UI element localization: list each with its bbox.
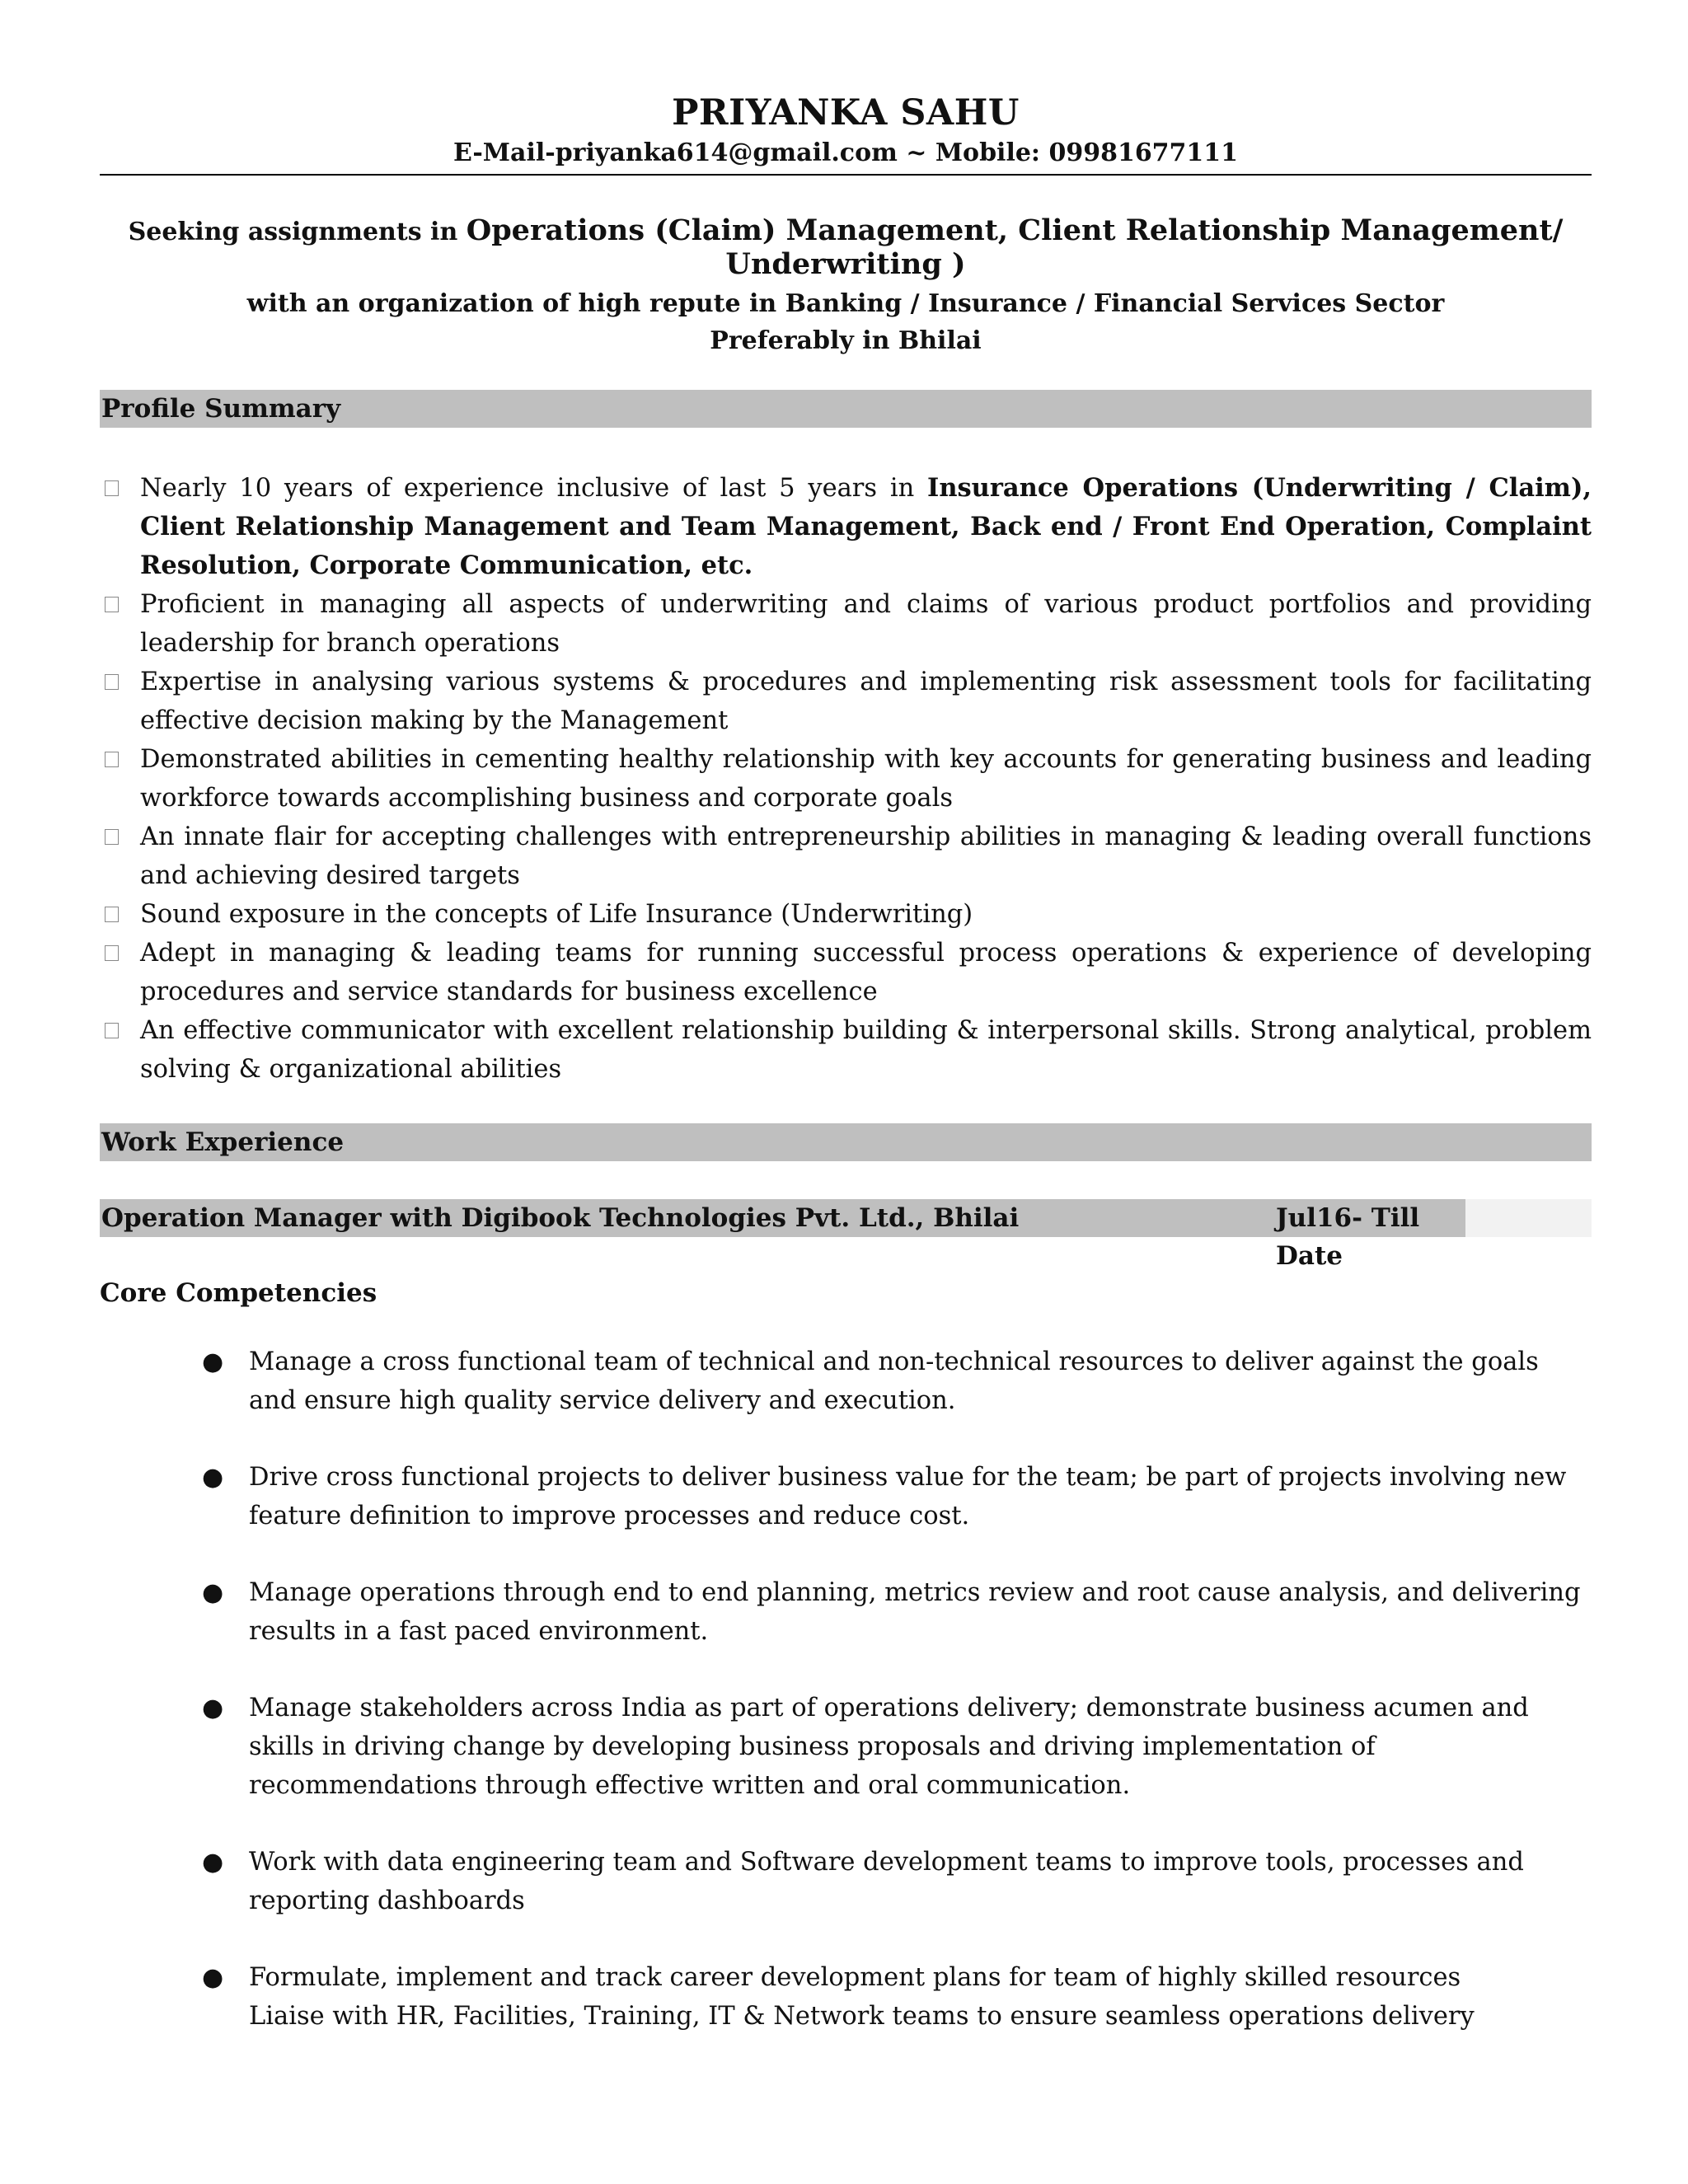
- objective-line-3: Preferably in Bhilai: [710, 326, 982, 355]
- role-dates: Jul16- Till Date: [1276, 1203, 1420, 1271]
- checkbox-bullet-icon: [105, 907, 119, 922]
- profile-summary-list: [100, 469, 1592, 1089]
- section-heading-work-experience: Work Experience: [100, 1123, 1592, 1161]
- list-item: [100, 934, 1592, 1011]
- competency-text: Work with data engineering team and Software development teams to improve tools, processes and reporting dashboards: [249, 1848, 1524, 1915]
- summary-text: Adept in managing & leading teams for running successful process operations & experience of developing procedures and service standards for business excellence: [140, 939, 1592, 1006]
- objective-roles: Operations (Claim) Management, Client Relationship Management/ Underwriting ): [466, 213, 1564, 281]
- header-divider: [100, 174, 1592, 176]
- section-heading-profile-summary: Profile Summary: [100, 390, 1592, 428]
- checkbox-bullet-icon: [105, 674, 119, 690]
- list-item: [100, 1958, 1592, 2036]
- summary-text: Proficient in managing all aspects of underwriting and claims of various product portfolios and providing leadership for branch operations: [140, 590, 1592, 658]
- bullet-dot-icon: ●: [202, 1578, 224, 1607]
- summary-text: An effective communicator with excellent relationship building & interpersonal skills. Strong analytical, problem solving & organizational abilities: [140, 1016, 1592, 1084]
- objective-prefix: Seeking assignments in: [128, 218, 467, 246]
- checkbox-bullet-icon: [105, 1023, 119, 1038]
- summary-text: Sound exposure in the concepts of Life Insurance (Underwriting): [140, 900, 973, 929]
- competency-text-line-1: Formulate, implement and track career development plans for team of highly skilled resources: [249, 1963, 1461, 1992]
- objective-line-2: with an organization of high repute in Banking / Insurance / Financial Services Sector: [246, 289, 1445, 318]
- list-item: [100, 818, 1592, 895]
- competency-text: Manage operations through end to end planning, metrics review and root cause analysis, and delivering results in a fast paced environment.: [249, 1578, 1581, 1646]
- summary-text: Demonstrated abilities in cementing healthy relationship with key accounts for generating business and leading workforce towards accomplishing business and corporate goals: [140, 745, 1592, 813]
- candidate-name: PRIYANKA SAHU: [672, 92, 1020, 134]
- checkbox-bullet-icon: [105, 597, 119, 612]
- checkbox-bullet-icon: [105, 945, 119, 961]
- list-item: [100, 1573, 1592, 1651]
- summary-text-bold: Insurance Operations (Underwriting / Claim), Client Relationship Management and Team Management, Back end / Front End Operation, Complaint Resolution, Corporate Communication, etc.: [140, 473, 1592, 580]
- list-item: [100, 1458, 1592, 1535]
- list-item: [100, 740, 1592, 818]
- objective-line-1: [100, 213, 1592, 281]
- list-item: [100, 469, 1592, 585]
- list-item: [100, 895, 1592, 934]
- checkbox-bullet-icon: [105, 752, 119, 767]
- summary-text: Expertise in analysing various systems & procedures and implementing risk assessment tools for facilitating effective decision making by the Management: [140, 668, 1592, 735]
- checkbox-bullet-icon: [105, 829, 119, 845]
- objective-block: [100, 213, 1592, 355]
- list-item: [100, 1689, 1592, 1805]
- checkbox-bullet-icon: [105, 480, 119, 496]
- core-competencies-title: Core Competencies: [100, 1278, 377, 1308]
- competency-text-line-2: Liaise with HR, Facilities, Training, IT & Network teams to ensure seamless operations delivery: [249, 2002, 1475, 2031]
- list-item: [100, 1011, 1592, 1089]
- core-competencies-list: [100, 1343, 1592, 2036]
- bullet-dot-icon: ●: [202, 1848, 224, 1877]
- bullet-dot-icon: ●: [202, 1463, 224, 1492]
- contact-line: E-Mail-priyanka614@gmail.com ~ Mobile: 09981677111: [452, 138, 1239, 167]
- list-item: [100, 1343, 1592, 1420]
- competency-text: Manage a cross functional team of technical and non-technical resources to deliver against the goals and ensure high quality service delivery and execution.: [249, 1347, 1539, 1415]
- bullet-dot-icon: ●: [202, 1963, 224, 1992]
- summary-text: An innate flair for accepting challenges with entrepreneurship abilities in managing & leading overall functions and achieving desired targets: [140, 823, 1592, 890]
- competency-text: Manage stakeholders across India as part of operations delivery; demonstrate business acumen and skills in driving change by developing business proposals and driving implementation of recommendations through effective written and oral communication.: [249, 1694, 1529, 1800]
- list-item: [100, 663, 1592, 740]
- bullet-dot-icon: ●: [202, 1694, 224, 1722]
- role-header: [100, 1199, 1465, 1271]
- list-item: [100, 1843, 1592, 1920]
- summary-text: Nearly 10 years of experience inclusive of last 5 years in: [140, 474, 928, 503]
- resume-page: [100, 0, 1592, 2074]
- bullet-dot-icon: ●: [202, 1347, 224, 1376]
- role-header-bar: [100, 1199, 1592, 1271]
- list-item: [100, 585, 1592, 663]
- role-title: Operation Manager with Digibook Technologies Pvt. Ltd., Bhilai: [101, 1203, 1020, 1233]
- competency-text: Drive cross functional projects to deliver business value for the team; be part of projects involving new feature definition to improve processes and reduce cost.: [249, 1463, 1567, 1530]
